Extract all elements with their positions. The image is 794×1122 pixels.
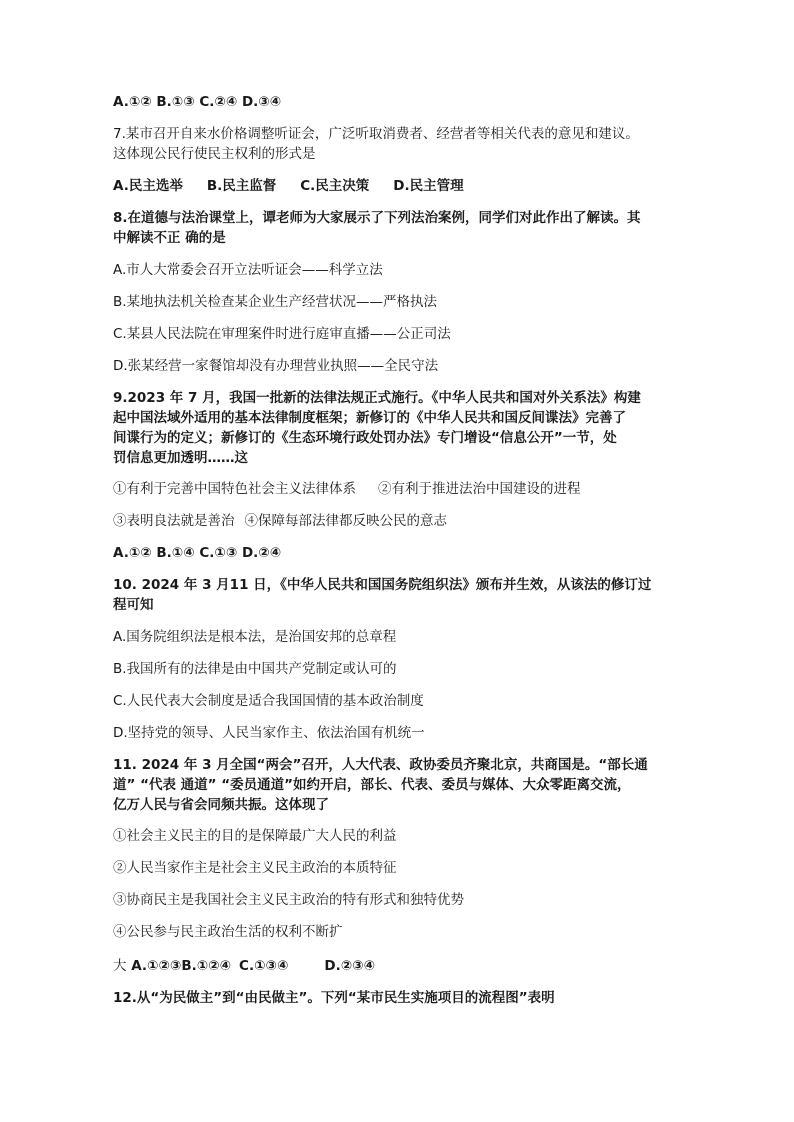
q8-option-a: A.市人大常委会召开立法听证会——科学立法 <box>113 262 383 278</box>
q9-stem-line-4: 罚信息更加透明……这 <box>113 450 248 466</box>
q10-option-c: C.人民代表大会制度是适合我国国情的基本政治制度 <box>113 693 424 709</box>
q9-item-4: ④保障每部法律都反映公民的意志 <box>244 513 447 529</box>
q11-options <box>113 956 713 976</box>
q11-item-3: ③协商民主是我国社会主义民主政治的特有形式和独特优势 <box>113 892 464 908</box>
q8-option-d: D.张某经营一家餐馆却没有办理营业执照——全民守法 <box>113 358 439 374</box>
q6-options: A.①② B.①③ C.②④ D.③④ <box>113 94 282 110</box>
q8-stem-line-2: 中解读不正 确的是 <box>113 230 226 246</box>
q11-option-d: D.②③④ <box>324 958 375 974</box>
q10-option-d: D.坚持党的领导、人民当家作主、依法治国有机统一 <box>113 725 425 741</box>
q9-options: A.①② B.①④ C.①③ D.②④ <box>113 545 282 561</box>
q9-stem-line-1: 9.2023 年 7 月，我国一批新的法律法规正式施行。《中华人民共和国对外关系法》构建 <box>113 390 641 406</box>
q7-stem-line-1: 7.某市召开自来水价格调整听证会，广泛听取消费者、经营者等相关代表的意见和建议。 <box>113 126 639 142</box>
q11-stem-line-1: 11. 2024 年 3 月全国“两会”召开，人大代表、政协委员齐聚北京，共商国是。“部长通 <box>113 757 648 773</box>
q10-stem-line-1: 10. 2024 年 3 月11 日，《中华人民共和国国务院组织法》颁布并生效，从该法的修订过 <box>113 577 652 593</box>
q8-stem-line-1: 8.在道德与法治课堂上，谭老师为大家展示了下列法治案例，同学们对此作出了解读。其 <box>113 210 641 226</box>
q9-stem-line-2: 起中国法域外适用的基本法律制度框架；新修订的《中华人民共和国反间谍法》完善了 <box>113 410 626 426</box>
q11-item-2: ②人民当家作主是社会主义民主政治的本质特征 <box>113 860 397 876</box>
q7-option-c: C.民主决策 <box>300 178 370 194</box>
q11-item-1: ①社会主义民主的目的是保障最广大人民的利益 <box>113 828 397 844</box>
q7-stem-line-2: 这体现公民行使民主权利的形式是 <box>113 146 316 162</box>
q11-option-b: B.①②④ <box>181 958 232 974</box>
q11-option-a: A.①②③ <box>131 958 182 974</box>
q9-items-line-2 <box>113 511 713 531</box>
q11-item-4-continuation: 大 <box>113 958 127 974</box>
q9-items-line-1 <box>113 479 713 499</box>
q10-option-a: A.国务院组织法是根本法，是治国安邦的总章程 <box>113 629 397 645</box>
q11-option-c: C.①③④ <box>239 958 289 974</box>
q9-item-3: ③表明良法就是善治 <box>113 513 235 529</box>
q11-stem-line-3: 亿万人民与省会同频共振。这体现了 <box>113 797 329 813</box>
q7-option-d: D.民主管理 <box>393 178 464 194</box>
q7-options <box>113 176 713 196</box>
q9-item-1: ①有利于完善中国特色社会主义法律体系 <box>113 481 356 497</box>
q8-option-c: C.某县人民法院在审理案件时进行庭审直播——公正司法 <box>113 326 451 342</box>
q8-option-b: B.某地执法机关检查某企业生产经营状况——严格执法 <box>113 294 438 310</box>
q7-option-a: A.民主选举 <box>113 178 183 194</box>
q10-option-b: B.我国所有的法律是由中国共产党制定或认可的 <box>113 661 397 677</box>
q11-item-4: ④公民参与民主政治生活的权利不断扩 <box>113 924 343 940</box>
q12-stem-line-1: 12.从“为民做主”到“由民做主”。下列“某市民生实施项目的流程图”表明 <box>113 990 555 1006</box>
q11-stem-line-2: 道” “代表 通道” “委员通道”如约开启，部长、代表、委员与媒体、大众零距离交流， <box>113 777 631 793</box>
q9-stem-line-3: 间谍行为的定义；新修订的《生态环境行政处罚办法》专门增设“信息公开”一节，处 <box>113 430 617 446</box>
q7-option-b: B.民主监督 <box>206 178 277 194</box>
q9-item-2: ②有利于推进法治中国建设的进程 <box>378 481 581 497</box>
q10-stem-line-2: 程可知 <box>113 597 154 613</box>
